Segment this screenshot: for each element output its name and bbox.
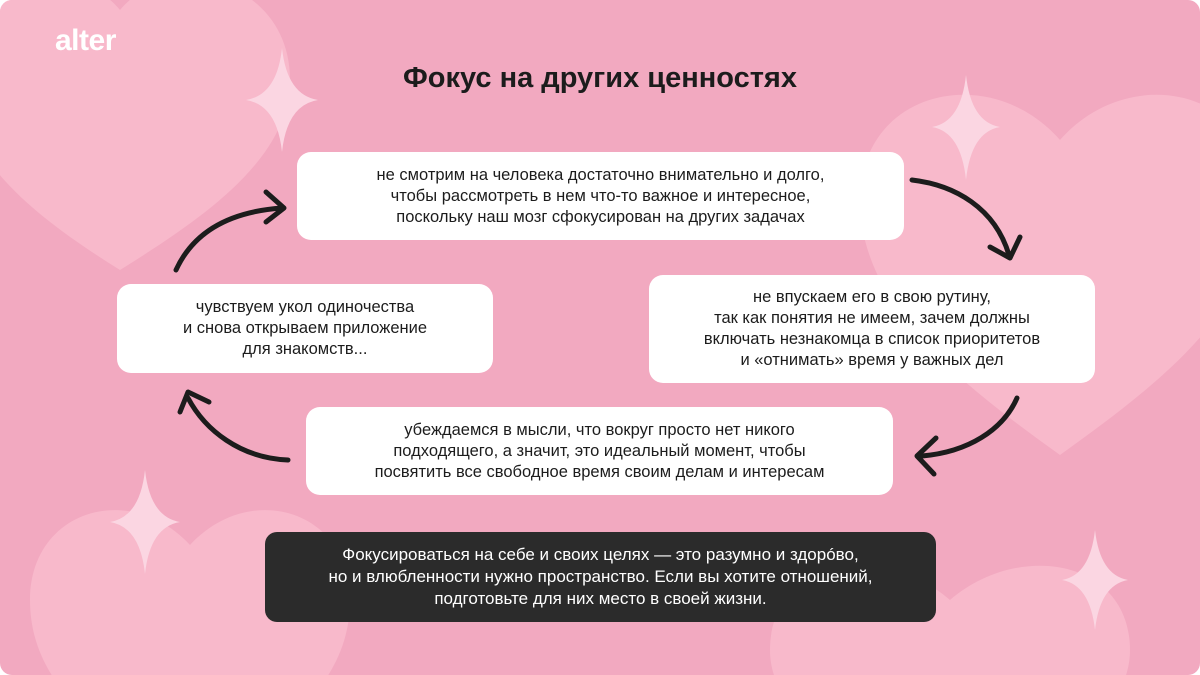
summary-note: Фокусироваться на себе и своих целях — это разумно и здорóво, но и влюбленности нужно пространство. Если вы хотите отношений, подготовьте для них место в своей жизни. — [265, 532, 936, 622]
cycle-step-card: не смотрим на человека достаточно внимательно и долго, чтобы рассмотреть в нем что-то важное и интересное, поскольку наш мозг сфокусирован на других задачах — [297, 152, 904, 240]
cycle-step-card: чувствуем укол одиночества и снова открываем приложение для знакомств... — [117, 284, 493, 373]
cycle-step-card: не впускаем его в свою рутину, так как понятия не имеем, зачем должны включать незнакомца в список приоритетов и «отнимать» время у важных дел — [649, 275, 1095, 383]
cycle-step-card: убеждаемся в мысли, что вокруг просто нет никого подходящего, а значит, это идеальный момент, чтобы посвятить все свободное время своим делам и интересам — [306, 407, 893, 495]
logo: alter — [55, 24, 116, 57]
page-title: Фокус на других ценностях — [403, 62, 797, 94]
heart-shape — [0, 0, 290, 270]
